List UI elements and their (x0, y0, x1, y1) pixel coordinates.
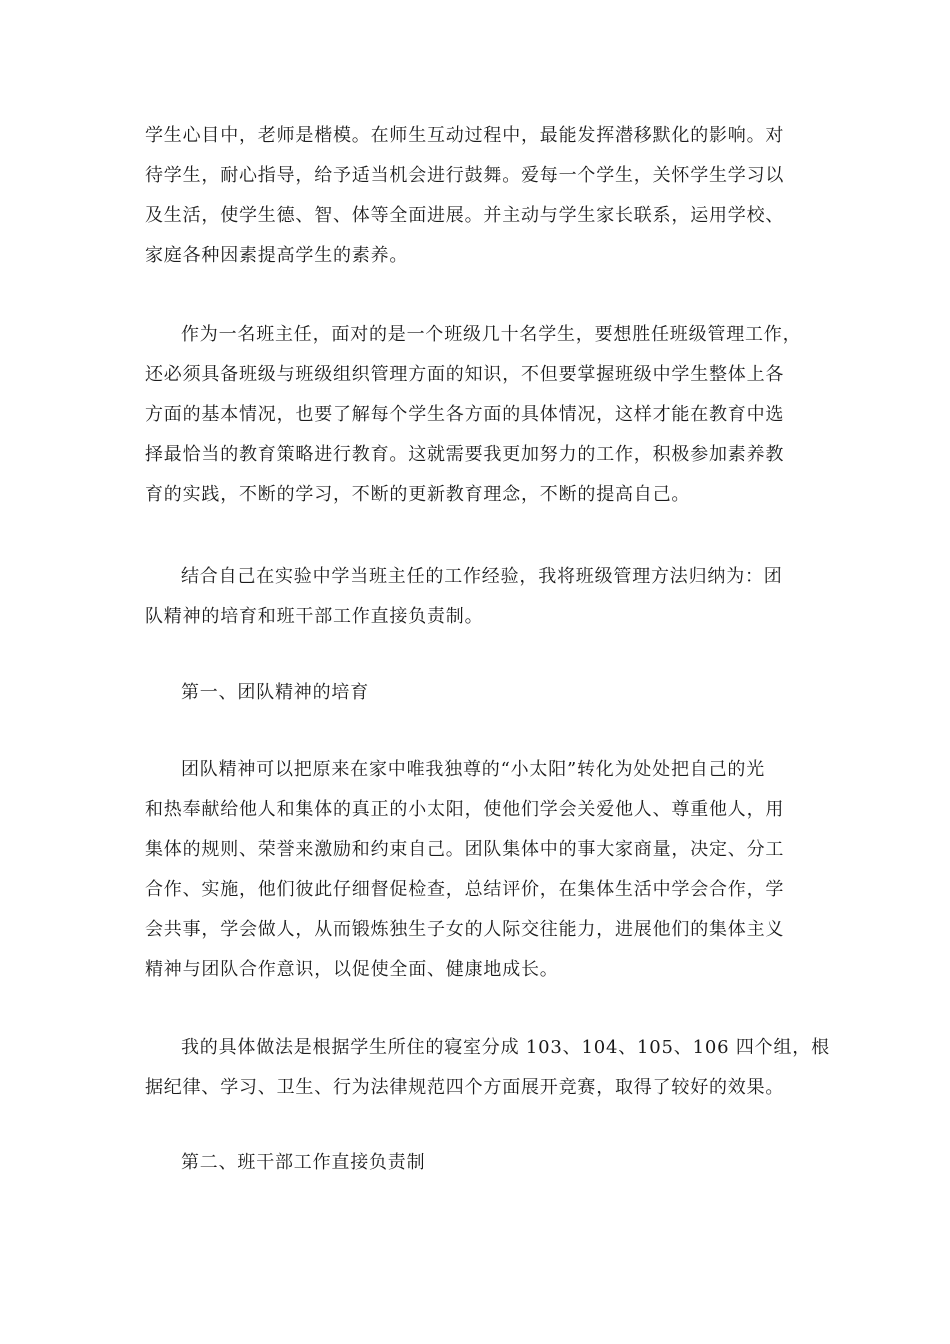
text-line: 择最恰当的教育策略进行教育。这就需要我更加努力的工作，积极参加素养教 (145, 444, 785, 465)
text-line: 作为一名班主任，面对的是一个班级几十名学生，要想胜任班级管理工作， (181, 324, 802, 345)
heading-line: 第二、班干部工作直接负责制 (181, 1152, 426, 1173)
text-line: 及生活，使学生德、智、体等全面进展。并主动与学生家长联系，运用学校、 (145, 205, 785, 226)
text-line: 合作、实施，他们彼此仔细督促检查，总结评价，在集体生活中学会合作，学 (145, 879, 785, 900)
section-heading-class-cadre (145, 1143, 425, 1183)
text-line: 育的实践，不断的学习，不断的更新教育理念，不断的提高自己。 (145, 484, 691, 505)
paragraph-teacher-role-model (145, 116, 784, 276)
text-line: 方面的基本情况，也要了解每个学生各方面的具体情况，这样才能在教育中选 (145, 404, 785, 425)
paragraph-team-spirit (145, 750, 784, 990)
text-line: 据纪律、学习、卫生、行为法律规范四个方面展开竞赛，取得了较好的效果。 (145, 1077, 785, 1098)
text-line: 集体的规则、荣誉来激励和约束自己。团队集体中的事大家商量，决定、分工 (145, 839, 785, 860)
text-line: 家庭各种因素提高学生的素养。 (145, 245, 409, 266)
text-line: 精神与团队合作意识，以促使全面、健康地成长。 (145, 959, 559, 980)
text-line: 队精神的培育和班干部工作直接负责制。 (145, 606, 484, 627)
text-line: 会共事，学会做人，从而锻炼独生子女的人际交往能力，进展他们的集体主义 (145, 919, 785, 940)
text-line: 团队精神可以把原来在家中唯我独尊的“小太阳”转化为处处把自己的光 (181, 759, 766, 780)
heading-line: 第一、团队精神的培育 (181, 682, 369, 703)
text-line: 我的具体做法是根据学生所住的寝室分成 103、104、105、106 四个组，根 (181, 1037, 830, 1058)
text-line: 和热奉献给他人和集体的真正的小太阳，使他们学会关爱他人、尊重他人，用 (145, 799, 785, 820)
text-line: 学生心目中，老师是楷模。在师生互动过程中，最能发挥潜移默化的影响。对 (145, 125, 785, 146)
text-line: 待学生，耐心指导，给予适当机会进行鼓舞。爱每一个学生，关怀学生学习以 (145, 165, 785, 186)
text-line: 还必须具备班级与班级组织管理方面的知识，不但要掌握班级中学生整体上各 (145, 364, 785, 385)
paragraph-class-teacher-knowledge (145, 315, 801, 515)
text-line: 结合自己在实验中学当班主任的工作经验，我将班级管理方法归纳为：团 (181, 566, 783, 587)
paragraph-management-summary (145, 557, 783, 637)
paragraph-specific-practice (145, 1028, 830, 1108)
section-heading-team-spirit (145, 673, 369, 713)
